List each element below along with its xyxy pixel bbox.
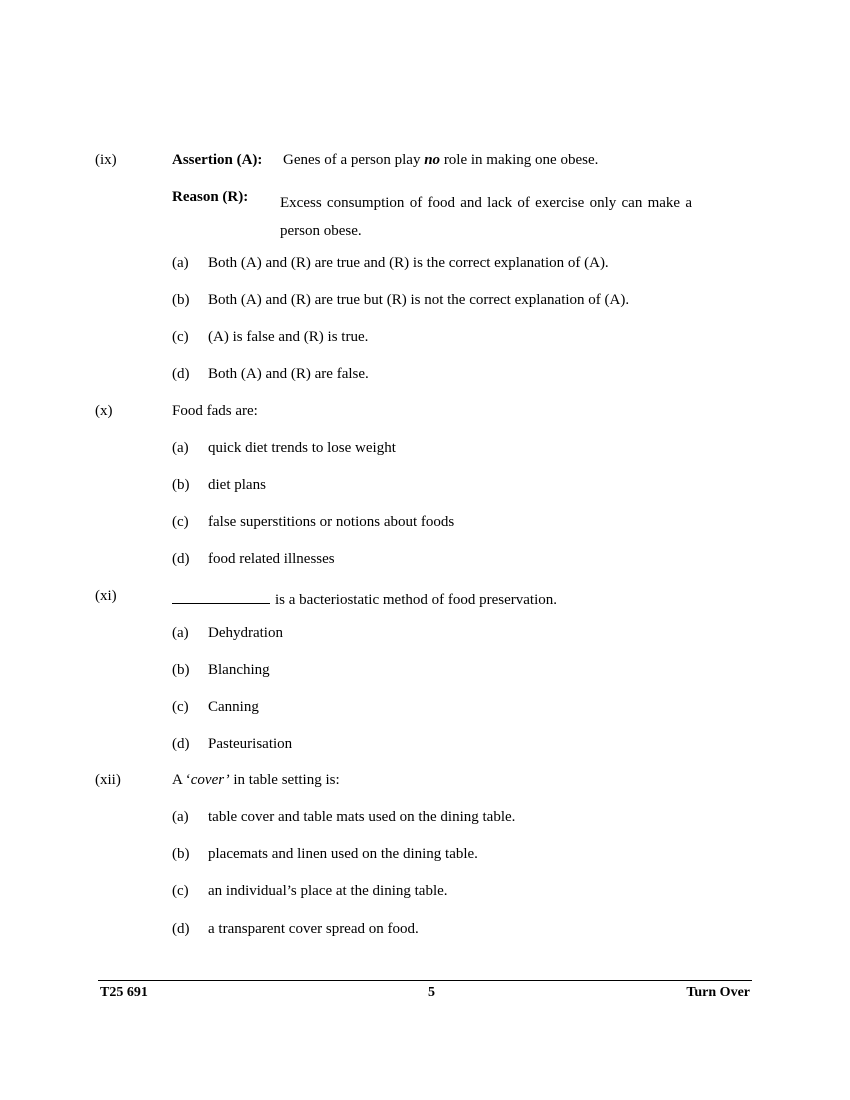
option-label: (d): [172, 366, 190, 382]
option-text: Canning: [208, 699, 259, 715]
page-number: 5: [428, 985, 435, 1000]
option-label: (a): [172, 625, 189, 641]
assertion-text-pre: Genes of a person play: [283, 152, 425, 168]
question-stem-text: is a bacteriostatic method of food preservation.: [275, 592, 557, 608]
option-text: Dehydration: [208, 625, 283, 641]
turn-over: Turn Over: [686, 985, 750, 1000]
option-label: (c): [172, 699, 189, 715]
question-number-xii: (xii): [95, 772, 121, 788]
option-text: diet plans: [208, 477, 266, 493]
option-label: (a): [172, 440, 189, 456]
option-text: a transparent cover spread on food.: [208, 921, 419, 937]
question-stem-emphasis: cover’: [190, 772, 230, 788]
assertion-text: [283, 153, 598, 168]
question-number-x: (x): [95, 403, 113, 419]
option-text: food related illnesses: [208, 551, 335, 567]
option-label: (c): [172, 883, 189, 899]
assertion-text-post: role in making one obese.: [440, 152, 599, 168]
question-stem-post: in table setting is:: [229, 772, 340, 788]
option-label: (c): [172, 514, 189, 530]
reason-text: Excess consumption of food and lack of exercise only can make a person obese.: [280, 195, 692, 239]
option-text: false superstitions or notions about foods: [208, 514, 455, 530]
option-label: (a): [172, 255, 189, 271]
option-text: quick diet trends to lose weight: [208, 440, 396, 456]
option-text: an individual’s place at the dining table.: [208, 883, 448, 899]
fill-in-blank: [172, 589, 270, 604]
question-stem: [172, 773, 340, 788]
option-label: (c): [172, 329, 189, 345]
option-text: table cover and table mats used on the dining table.: [208, 809, 516, 825]
option-label: (a): [172, 809, 189, 825]
question-number-xi: (xi): [95, 588, 117, 604]
question-stem: [172, 589, 557, 608]
option-text: Both (A) and (R) are true and (R) is the correct explanation of (A).: [208, 255, 609, 271]
option-text: Both (A) and (R) are true but (R) is not the correct explanation of (A).: [208, 292, 630, 308]
question-stem-pre: A ‘: [172, 772, 191, 788]
question-stem: Food fads are:: [172, 403, 258, 419]
option-text: Both (A) and (R) are false.: [208, 366, 369, 382]
option-label: (b): [172, 292, 190, 308]
option-text: placemats and linen used on the dining table.: [208, 846, 478, 862]
option-label: (b): [172, 662, 190, 678]
option-label: (b): [172, 846, 190, 862]
footer-divider: [98, 980, 752, 981]
option-label: (d): [172, 551, 190, 567]
option-text: Pasteurisation: [208, 736, 293, 752]
option-label: (d): [172, 921, 190, 937]
option-text: Blanching: [208, 662, 270, 678]
option-text: (A) is false and (R) is true.: [208, 329, 369, 345]
option-label: (b): [172, 477, 190, 493]
question-number-ix: (ix): [95, 152, 117, 168]
paper-code: T25 691: [100, 985, 148, 1000]
reason-label: Reason (R):: [172, 189, 249, 205]
assertion-emphasis: no: [424, 152, 441, 168]
assertion-label: Assertion (A):: [172, 152, 263, 168]
option-label: (d): [172, 736, 190, 752]
